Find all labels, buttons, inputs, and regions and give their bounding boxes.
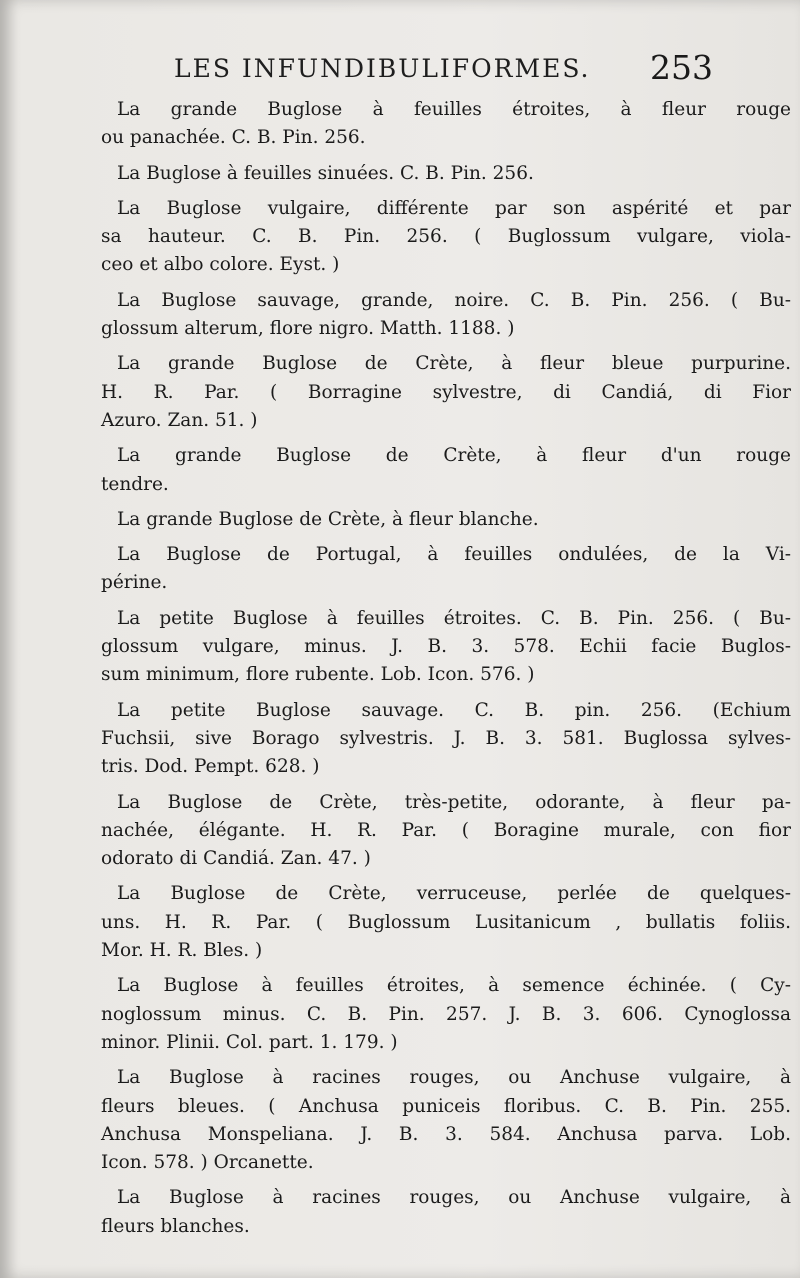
text-line: La grande Buglose à feuilles étroites, à fleur rouge <box>117 99 791 120</box>
text-entry <box>101 605 791 690</box>
text-entry <box>101 789 791 874</box>
text-line: fleurs bleues. ( Anchusa puniceis floribus. C. B. Pin. 255. <box>101 1095 791 1117</box>
body-text <box>101 96 791 1248</box>
text-line: fleurs blanches. <box>101 1215 250 1237</box>
text-line: noglossum minus. C. B. Pin. 257. J. B. 3. 606. Cynoglossa <box>101 1003 791 1025</box>
text-line: La Buglose à racines rouges, ou Anchuse vulgaire, à <box>117 1067 791 1089</box>
text-entry <box>101 160 791 188</box>
text-line: Icon. 578. ) Orcanette. <box>101 1152 314 1174</box>
text-line: La Buglose de Crète, très-petite, odorante, à fleur pa- <box>117 791 791 813</box>
text-entry <box>101 442 791 499</box>
text-line: nachée, élégante. H. R. Par. ( Boragine murale, con fior <box>101 819 791 841</box>
text-line: H. R. Par. ( Borragine sylvestre, di Candiá, di Fior <box>101 381 791 403</box>
text-line: La grande Buglose de Crète, à fleur bleue purpurine. <box>117 353 791 375</box>
text-line: minor. Plinii. Col. part. 1. 179. ) <box>101 1031 398 1053</box>
text-line: La Buglose à feuilles étroites, à semence échinée. ( Cy- <box>117 975 791 997</box>
text-line: sa hauteur. C. B. Pin. 256. ( Buglossum vulgare, viola- <box>101 226 791 248</box>
page-header <box>0 48 800 98</box>
text-line: La Buglose de Crète, verruceuse, perlée de quelques- <box>117 883 791 905</box>
text-line: La Buglose sauvage, grande, noire. C. B. Pin. 256. ( Bu- <box>117 289 791 311</box>
text-line: tendre. <box>101 473 169 495</box>
text-entry <box>101 96 791 153</box>
text-line: odorato di Candiá. Zan. 47. ) <box>101 848 371 870</box>
text-line: ceo et albo colore. Eyst. ) <box>101 254 340 276</box>
page-number: 253 <box>650 48 713 87</box>
text-line: glossum alterum, flore nigro. Matth. 1188. ) <box>101 318 515 340</box>
text-entry <box>101 972 791 1057</box>
text-line: La Buglose à racines rouges, ou Anchuse vulgaire, à <box>117 1187 791 1209</box>
text-entry <box>101 1064 791 1177</box>
text-line: Fuchsii, sive Borago sylvestris. J. B. 3. 581. Buglossa sylves- <box>101 727 791 749</box>
text-line: sum minimum, flore rubente. Lob. Icon. 576. ) <box>101 664 535 686</box>
text-line: La petite Buglose à feuilles étroites. C. B. Pin. 256. ( Bu- <box>117 607 791 629</box>
text-line: périne. <box>101 572 168 594</box>
text-line: tris. Dod. Pempt. 628. ) <box>101 756 320 778</box>
text-entry <box>101 287 791 344</box>
text-entry <box>101 697 791 782</box>
text-line: La Buglose à feuilles sinuées. C. B. Pin. 256. <box>117 162 534 184</box>
text-line: La Buglose de Portugal, à feuilles ondulées, de la Vi- <box>117 544 791 566</box>
running-title: LES INFUNDIBULIFORMES. <box>174 54 591 83</box>
text-entry <box>101 1184 791 1241</box>
text-line: La petite Buglose sauvage. C. B. pin. 256. (Echium <box>117 699 791 721</box>
text-entry <box>101 350 791 435</box>
text-entry <box>101 195 791 280</box>
text-line: glossum vulgare, minus. J. B. 3. 578. Echii facie Buglos- <box>101 636 791 658</box>
text-entry <box>101 506 791 534</box>
text-line: La grande Buglose de Crète, à fleur d'un rouge <box>117 445 791 467</box>
text-line: Azuro. Zan. 51. ) <box>101 409 258 431</box>
text-line: La grande Buglose de Crète, à fleur blanche. <box>117 508 539 530</box>
text-line: uns. H. R. Par. ( Buglossum Lusitanicum , bullatis foliis. <box>101 911 791 933</box>
text-entry <box>101 541 791 598</box>
text-line: Anchusa Monspeliana. J. B. 3. 584. Anchusa parva. Lob. <box>101 1123 791 1145</box>
text-entry <box>101 880 791 965</box>
text-line: La Buglose vulgaire, différente par son aspérité et par <box>117 197 791 219</box>
text-line: ou panachée. C. B. Pin. 256. <box>101 127 366 149</box>
text-line: Mor. H. R. Bles. ) <box>101 940 263 962</box>
